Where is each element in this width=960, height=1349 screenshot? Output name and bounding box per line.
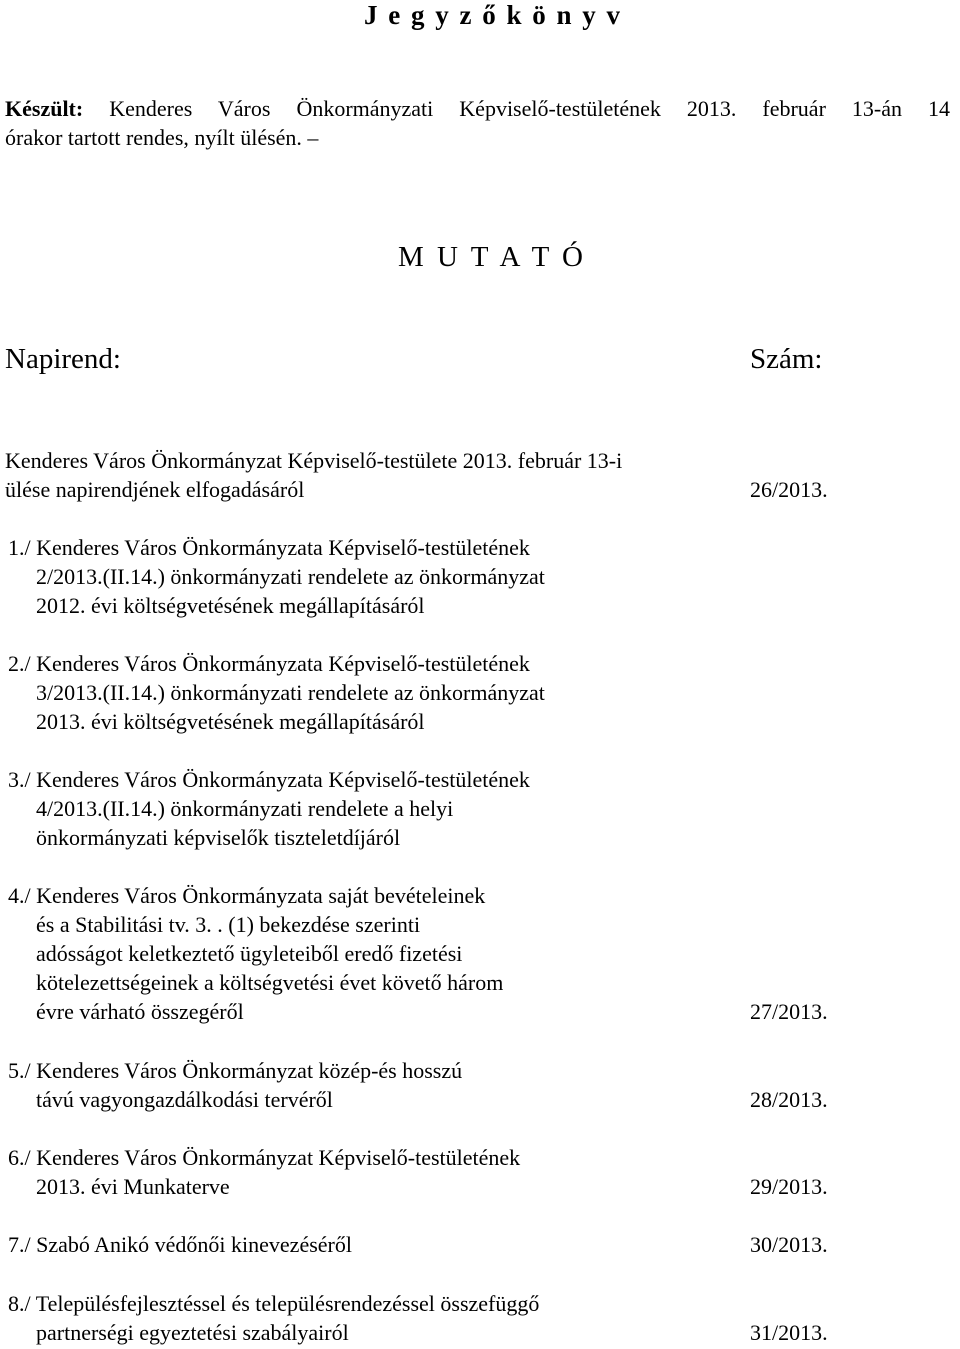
agenda-item-line: 4/2013.(II.14.) önkormányzati rendelete a helyi xyxy=(36,796,454,821)
agenda-header: Napirend: xyxy=(5,343,121,375)
agenda-item-line: 3./ Kenderes Város Önkormányzata Képviselő-testületének xyxy=(8,767,530,792)
agenda-item-number: 26/2013. xyxy=(750,477,828,502)
agenda-item-line: 1./ Kenderes Város Önkormányzata Képviselő-testületének xyxy=(8,535,530,560)
agenda-item xyxy=(8,881,503,1026)
agenda-item-number: 28/2013. xyxy=(750,1087,828,1112)
agenda-item xyxy=(8,533,545,620)
agenda-item xyxy=(8,649,545,736)
agenda-item-line: 2013. évi költségvetésének megállapításáról xyxy=(36,709,425,734)
agenda-item-line: 4./ Kenderes Város Önkormányzata saját bevételeinek xyxy=(8,883,486,908)
agenda-item xyxy=(5,446,622,504)
agenda-item xyxy=(8,1289,539,1347)
agenda-item-line: kötelezettségeinek a költségvetési évet követő három xyxy=(36,970,504,995)
agenda-item-line: adósságot keletkeztető ügyleteiből eredő fizetési xyxy=(36,941,463,966)
agenda-item-line: önkormányzati képviselők tiszteletdíjáról xyxy=(36,825,401,850)
agenda-item-line: évre várható összegéről xyxy=(36,999,244,1024)
agenda-item-line: 8./ Településfejlesztéssel és településrendezéssel összefüggő xyxy=(8,1291,540,1316)
agenda-item xyxy=(8,1143,520,1201)
agenda-item-line: 3/2013.(II.14.) önkormányzati rendelete az önkormányzat xyxy=(36,680,545,705)
agenda-item-line: és a Stabilitási tv. 3. . (1) bekezdése szerinti xyxy=(36,912,421,937)
number-header: Szám: xyxy=(750,343,823,375)
document-title: J e g y z ő k ö n y v xyxy=(364,0,622,30)
intro-label: Készült: xyxy=(5,96,84,121)
agenda-item-number: 29/2013. xyxy=(750,1174,828,1199)
agenda-item-line: partnerségi egyeztetési szabályairól xyxy=(36,1320,349,1345)
intro-line-1 xyxy=(5,94,950,123)
agenda-item-line: 6./ Kenderes Város Önkormányzat Képviselő-testületének xyxy=(8,1145,521,1170)
agenda-item-line: Kenderes Város Önkormányzat Képviselő-testülete 2013. február 13-i xyxy=(5,448,623,473)
agenda-item-number: 31/2013. xyxy=(750,1320,828,1345)
agenda-item-number: 30/2013. xyxy=(750,1232,828,1257)
agenda-item-line: 5./ Kenderes Város Önkormányzat közép-és hosszú xyxy=(8,1058,463,1083)
agenda-item-number: 27/2013. xyxy=(750,999,828,1024)
agenda-item xyxy=(8,765,530,852)
agenda-item-line: ülése napirendjének elfogadásáról xyxy=(5,477,305,502)
agenda-item-line: 7./ Szabó Anikó védőnői kinevezéséről xyxy=(8,1232,352,1257)
agenda-item-line: távú vagyongazdálkodási tervéről xyxy=(36,1087,333,1112)
agenda-item xyxy=(8,1230,352,1259)
intro-line-1-text: Kenderes Város Önkormányzati Képviselő-testületének 2013. február 13-án 14 xyxy=(109,96,950,121)
agenda-item-line: 2012. évi költségvetésének megállapításáról xyxy=(36,593,425,618)
intro-paragraph xyxy=(5,94,950,152)
index-title: M U T A T Ó xyxy=(398,241,586,273)
intro-line-2: órakor tartott rendes, nyílt ülésén. – xyxy=(5,125,319,150)
agenda-item xyxy=(8,1056,462,1114)
agenda-item-line: 2./ Kenderes Város Önkormányzata Képviselő-testületének xyxy=(8,651,530,676)
agenda-item-line: 2013. évi Munkaterve xyxy=(36,1174,230,1199)
agenda-item-line: 2/2013.(II.14.) önkormányzati rendelete az önkormányzat xyxy=(36,564,545,589)
